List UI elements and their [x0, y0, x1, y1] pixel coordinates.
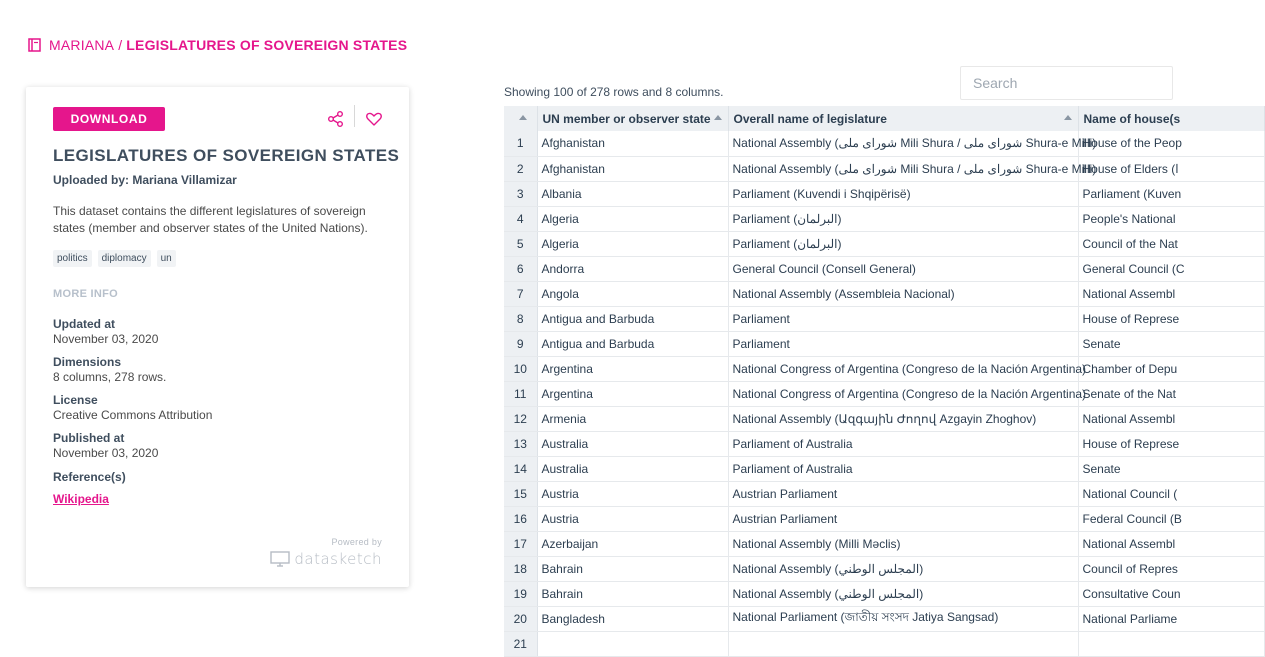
table-row[interactable] — [504, 531, 1264, 556]
table-cell: National Assembly (Ազգային Ժողով Azgayin Zhoghov) — [728, 406, 1078, 431]
published-info — [53, 431, 158, 461]
table-cell: Australia — [537, 456, 728, 481]
sort-arrow-icon — [1064, 115, 1072, 120]
book-icon — [28, 38, 41, 52]
row-index-cell: 6 — [504, 256, 537, 281]
row-index-cell: 18 — [504, 556, 537, 581]
table-cell: National Assembly (شورای ملی Mili Shura / شورای ملی Shura-e Milli) — [728, 156, 1078, 181]
column-header-state[interactable]: UN member or observer state — [537, 106, 728, 131]
table-row[interactable] — [504, 306, 1264, 331]
table-cell: Parliament (Kuvendi i Shqipërisë) — [728, 181, 1078, 206]
updated-value: November 03, 2020 — [53, 332, 159, 346]
table-cell: National Council ( — [1078, 481, 1264, 506]
published-value: November 03, 2020 — [53, 446, 159, 460]
license-label: License — [53, 393, 98, 407]
table-cell: Antigua and Barbuda — [537, 331, 728, 356]
table-cell: Parliament — [728, 306, 1078, 331]
table-cell: Angola — [537, 281, 728, 306]
column-header-legislature[interactable]: Overall name of legislature — [728, 106, 1078, 131]
table-cell: House of the Peop — [1078, 131, 1264, 156]
table-cell: Bangladesh — [537, 606, 728, 631]
table-cell: National Parliament (জাতীয় সংসদ Jatiya Sangsad) — [728, 606, 1078, 631]
updated-info — [53, 317, 158, 347]
table-cell: Australia — [537, 431, 728, 456]
table-row[interactable] — [504, 456, 1264, 481]
table-cell: National Congress of Argentina (Congreso de la Nación Argentina) — [728, 381, 1078, 406]
table-row[interactable] — [504, 431, 1264, 456]
table-cell: Austrian Parliament — [728, 481, 1078, 506]
table-row[interactable] — [504, 356, 1264, 381]
tag-un[interactable]: un — [157, 250, 176, 267]
table-cell: Parliament of Australia — [728, 456, 1078, 481]
table-cell — [1078, 631, 1264, 656]
more-info-heading: MORE INFO — [53, 288, 119, 300]
table-cell: Austria — [537, 481, 728, 506]
favorite-button[interactable] — [364, 109, 384, 129]
row-index-cell: 16 — [504, 506, 537, 531]
row-index-cell: 2 — [504, 156, 537, 181]
license-value: Creative Commons Attribution — [53, 408, 213, 422]
table-row[interactable] — [504, 331, 1264, 356]
table-cell: Algeria — [537, 206, 728, 231]
tag-list — [53, 250, 176, 267]
updated-label: Updated at — [53, 317, 116, 331]
table-cell: National Assembly (Assembleia Nacional) — [728, 281, 1078, 306]
references-info — [53, 470, 126, 485]
table-row[interactable] — [504, 131, 1264, 156]
row-index-cell: 3 — [504, 181, 537, 206]
table-cell: National Assembl — [1078, 281, 1264, 306]
table-cell: National Congress of Argentina (Congreso de la Nación Argentina) — [728, 356, 1078, 381]
table-cell: Council of Repres — [1078, 556, 1264, 581]
share-button[interactable] — [326, 109, 346, 129]
brand-name: datasketch — [294, 550, 382, 568]
search-input[interactable] — [960, 66, 1173, 100]
row-index-cell: 1 — [504, 131, 537, 156]
powered-by-label: Powered by — [331, 537, 382, 547]
sort-arrow-icon — [714, 115, 722, 120]
table-cell: Albania — [537, 181, 728, 206]
table-cell: Council of the Nat — [1078, 231, 1264, 256]
table-cell: Consultative Coun — [1078, 581, 1264, 606]
table-header-row — [504, 106, 1264, 131]
table-cell: National Assembly (Milli Məclis) — [728, 531, 1078, 556]
table-cell: House of Represe — [1078, 431, 1264, 456]
table-row[interactable] — [504, 281, 1264, 306]
row-index-cell: 9 — [504, 331, 537, 356]
table-cell: People's National — [1078, 206, 1264, 231]
table-row[interactable] — [504, 206, 1264, 231]
row-index-cell: 11 — [504, 381, 537, 406]
table-row[interactable] — [504, 581, 1264, 606]
table-row[interactable] — [504, 231, 1264, 256]
table-row[interactable] — [504, 156, 1264, 181]
table-cell: Bahrain — [537, 556, 728, 581]
row-index-cell: 7 — [504, 281, 537, 306]
breadcrumb — [28, 37, 407, 53]
table-cell: Austria — [537, 506, 728, 531]
row-index-cell: 5 — [504, 231, 537, 256]
references-label: Reference(s) — [53, 470, 126, 484]
table-row[interactable] — [504, 481, 1264, 506]
table-cell: Afghanistan — [537, 156, 728, 181]
table-cell: Federal Council (B — [1078, 506, 1264, 531]
row-index-cell: 19 — [504, 581, 537, 606]
data-table — [504, 106, 1200, 651]
table-cell: Senate — [1078, 456, 1264, 481]
table-cell: Parliament — [728, 331, 1078, 356]
breadcrumb-current: LEGISLATURES OF SOVEREIGN STATES — [126, 37, 408, 53]
table-cell: National Assembl — [1078, 406, 1264, 431]
row-index-cell: 17 — [504, 531, 537, 556]
table-row[interactable] — [504, 406, 1264, 431]
table-cell: National Assembly (المجلس الوطني) — [728, 581, 1078, 606]
heart-icon — [364, 109, 384, 129]
row-count-summary: Showing 100 of 278 rows and 8 columns. — [504, 85, 724, 99]
actions-divider — [354, 105, 355, 127]
table-row[interactable] — [504, 606, 1264, 631]
row-index-cell: 20 — [504, 606, 537, 631]
dimensions-value: 8 columns, 278 rows. — [53, 370, 167, 384]
table-cell: General Council (Consell General) — [728, 256, 1078, 281]
table-cell: House of Elders (ا — [1078, 156, 1264, 181]
row-index-cell: 4 — [504, 206, 537, 231]
breadcrumb-owner-link[interactable]: MARIANA — [49, 37, 115, 53]
table-cell: Andorra — [537, 256, 728, 281]
table-row[interactable] — [504, 256, 1264, 281]
column-header-houses[interactable]: Name of house(s — [1078, 106, 1264, 131]
table-cell: Azerbaijan — [537, 531, 728, 556]
table-cell: Bahrain — [537, 581, 728, 606]
table-cell: General Council (C — [1078, 256, 1264, 281]
table-cell: Afghanistan — [537, 131, 728, 156]
uploader: Uploaded by: Mariana Villamizar — [53, 173, 237, 187]
table-cell: Parliament (البرلمان) — [728, 231, 1078, 256]
sort-arrow-icon — [519, 115, 527, 120]
table-cell: National Assembl — [1078, 531, 1264, 556]
published-label: Published at — [53, 431, 125, 445]
row-index-cell: 15 — [504, 481, 537, 506]
table-cell: Chamber of Depu — [1078, 356, 1264, 381]
table-cell: Parliament of Australia — [728, 431, 1078, 456]
dimensions-label: Dimensions — [53, 355, 122, 369]
dimensions-info — [53, 355, 166, 385]
table-cell — [537, 631, 728, 656]
tag-diplomacy[interactable]: diplomacy — [98, 250, 151, 267]
table-cell: National Assembly (المجلس الوطني) — [728, 556, 1078, 581]
tag-politics[interactable]: politics — [53, 250, 92, 267]
breadcrumb-separator: / — [118, 37, 123, 53]
table-cell — [728, 631, 1078, 656]
row-index-cell: 8 — [504, 306, 537, 331]
share-icon — [326, 109, 346, 129]
dataset-description: This dataset contains the different legislatures of sovereign states (member and observer states of the United Nations). — [53, 204, 368, 235]
powered-by — [270, 537, 382, 568]
dataset-title: LEGISLATURES OF SOVEREIGN STATES — [53, 146, 400, 165]
table-cell: Parliament (البرلمان) — [728, 206, 1078, 231]
wikipedia-link[interactable]: Wikipedia — [53, 492, 109, 506]
license-info — [53, 393, 212, 423]
table-cell: National Parliame — [1078, 606, 1264, 631]
table-row[interactable] — [504, 506, 1264, 531]
row-index-cell: 21 — [504, 631, 537, 656]
download-button[interactable]: DOWNLOAD — [53, 107, 165, 131]
table-cell: Argentina — [537, 381, 728, 406]
row-index-cell: 12 — [504, 406, 537, 431]
monitor-icon — [270, 551, 290, 567]
table-cell: Austrian Parliament — [728, 506, 1078, 531]
dataset-info-card — [26, 87, 409, 587]
row-index-cell: 10 — [504, 356, 537, 381]
row-index-cell: 14 — [504, 456, 537, 481]
table-row[interactable] — [504, 381, 1264, 406]
table-cell: National Assembly (شورای ملی Mili Shura / شورای ملی Shura-e Milli) — [728, 131, 1078, 156]
row-index-cell: 13 — [504, 431, 537, 456]
table-cell: House of Represe — [1078, 306, 1264, 331]
index-column-header[interactable] — [504, 106, 537, 131]
table-cell: Senate — [1078, 331, 1264, 356]
table-cell: Parliament (Kuven — [1078, 181, 1264, 206]
table-cell: Senate of the Nat — [1078, 381, 1264, 406]
table-body — [504, 131, 1264, 656]
table-row[interactable] — [504, 631, 1264, 656]
table-cell: Argentina — [537, 356, 728, 381]
table-cell: Armenia — [537, 406, 728, 431]
table-cell: Algeria — [537, 231, 728, 256]
table-row[interactable] — [504, 556, 1264, 581]
datasketch-logo[interactable] — [270, 550, 382, 568]
table-row[interactable] — [504, 181, 1264, 206]
table-cell: Antigua and Barbuda — [537, 306, 728, 331]
